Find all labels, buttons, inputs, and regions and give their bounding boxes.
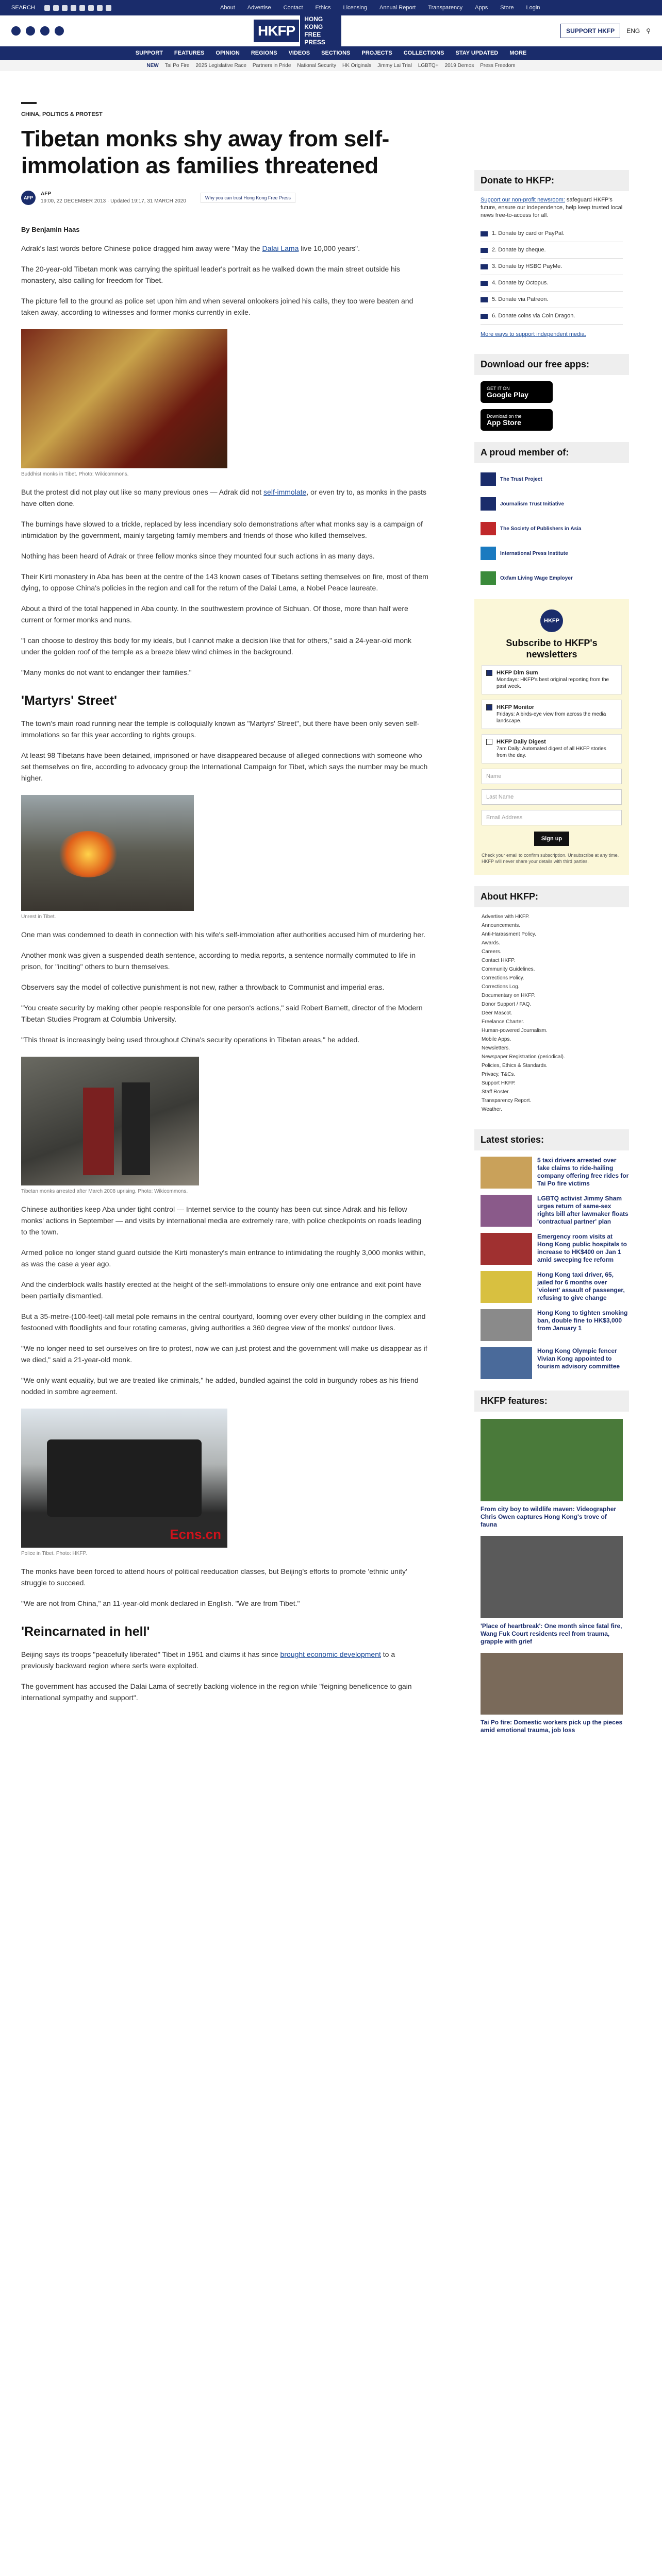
latest-story[interactable]: Hong Kong taxi driver, 65, jailed for 6 months over 'violent' assault of passenger, refusing to give change xyxy=(474,1271,629,1303)
checkbox[interactable] xyxy=(486,739,492,745)
paragraph: "We only want equality, but we are treated like criminals," he added, bundled against the cold in burgundy robes as his friend nodded in sombre agreement. xyxy=(21,1376,419,1396)
email-field[interactable]: Email Address xyxy=(482,810,622,825)
about-link[interactable]: Policies, Ethics & Standards. xyxy=(482,1063,548,1069)
nav-item[interactable]: FEATURES xyxy=(174,50,205,56)
subnav-item[interactable]: Partners in Pride xyxy=(252,62,291,69)
about-link[interactable]: Staff Roster. xyxy=(482,1089,510,1095)
about-link[interactable]: Awards. xyxy=(482,940,500,946)
paragraph: Another monk was given a suspended death sentence, according to media reports, a sentence normally commuted to life in prison, for "inciting" others to burn themselves. xyxy=(21,951,416,971)
oxfam-icon xyxy=(481,571,496,585)
byline xyxy=(21,191,428,205)
site-header xyxy=(0,15,662,46)
sub-nav xyxy=(0,60,662,71)
top-link[interactable]: Apps xyxy=(475,5,488,11)
paragraph: About a third of the total happened in Aba county. In the southwestern province of Sichuan. Of those, more than half were current or former monks and nuns. xyxy=(21,604,408,624)
nav-item[interactable]: PROJECTS xyxy=(361,50,392,56)
facebook-icon[interactable] xyxy=(11,26,21,36)
about-heading: About HKFP: xyxy=(474,886,629,907)
search-icon[interactable]: ⚲ xyxy=(646,27,651,35)
coin-icon xyxy=(481,314,488,319)
social-links xyxy=(44,5,111,11)
ipi-icon xyxy=(481,547,496,560)
article-image-police xyxy=(21,1409,227,1548)
signup-button[interactable]: Sign up xyxy=(534,832,569,846)
about-link[interactable]: Advertise with HKFP. xyxy=(482,914,530,920)
story-thumbnail xyxy=(481,1347,532,1379)
police-figure xyxy=(122,1082,150,1175)
language-switch[interactable]: ENG xyxy=(626,27,640,35)
jti-icon xyxy=(481,497,496,511)
nav-item[interactable]: STAY UPDATED xyxy=(455,50,499,56)
member-logo[interactable]: Oxfam Living Wage Employer xyxy=(481,569,623,587)
monk-figure xyxy=(83,1088,114,1175)
top-link[interactable]: Store xyxy=(500,5,514,11)
about-link[interactable]: Deer Mascot. xyxy=(482,1010,512,1016)
top-link[interactable]: Licensing xyxy=(343,5,367,11)
top-link[interactable]: About xyxy=(220,5,235,11)
patreon-icon xyxy=(481,297,488,302)
octopus-icon xyxy=(481,281,488,286)
paragraph: "We are not from China," an 11-year-old monk declared in English. "We are from Tibet." xyxy=(21,1599,300,1607)
paragraph: At least 98 Tibetans have been detained, imprisoned or have disappeared because of alleged connections with someone who set themselves on fire, according to advocacy group the International Campaign for Tibet, which says the number may be much higher. xyxy=(21,751,428,782)
nav-item[interactable]: COLLECTIONS xyxy=(403,50,444,56)
sidebar xyxy=(474,170,629,1734)
about-link[interactable]: Transparency Report. xyxy=(482,1098,532,1104)
youtube-icon[interactable] xyxy=(88,5,94,11)
paragraph: "This threat is increasingly being used throughout China's security operations in Tibetan areas," he added. xyxy=(21,1036,360,1044)
member-logo[interactable]: Journalism Trust Initiative xyxy=(481,495,623,513)
about-link[interactable]: Careers. xyxy=(482,949,502,955)
paragraph: Beijing says its troops "peacefully liberated" Tibet in 1951 and claims it has since brought economic development to a previously backward region where serfs were exploited. xyxy=(21,1650,395,1670)
self-immolate-link[interactable]: self-immolate xyxy=(263,488,307,496)
nav-item[interactable]: OPINION xyxy=(216,50,240,56)
newsletter-logo: HKFP xyxy=(540,609,563,632)
newsletter-option[interactable]: HKFP Daily Digest 7am Daily: Automated digest of all HKFP stories from the day. xyxy=(482,734,622,764)
header-icons xyxy=(11,26,166,36)
donate-heading: Donate to HKFP: xyxy=(474,170,629,191)
support-button[interactable]: SUPPORT HKFP xyxy=(560,24,620,38)
feature-story[interactable]: Tai Po fire: Domestic workers pick up the pieces amid emotional trauma, job loss xyxy=(481,1653,623,1734)
feature-story[interactable]: 'Place of heartbreak': One month since fatal fire, Wang Fuk Court residents reel from trauma, grapple with grief xyxy=(481,1536,623,1646)
site-logo[interactable] xyxy=(254,12,341,49)
about-link[interactable]: Announcements. xyxy=(482,923,521,928)
article-kicker[interactable]: CHINA, POLITICS & PROTEST xyxy=(21,111,103,117)
story-thumbnail xyxy=(481,1233,532,1265)
latest-story[interactable]: Hong Kong to tighten smoking ban, double fine to HK$3,000 from January 1 xyxy=(474,1309,629,1341)
nav-item[interactable]: REGIONS xyxy=(251,50,277,56)
logo-text: HONG KONG FREE PRESS xyxy=(300,12,341,49)
checkbox[interactable] xyxy=(486,704,492,710)
latest-story[interactable]: 5 taxi drivers arrested over fake claims to ride-hailing company offering free rides for Tai Po fire victims xyxy=(474,1157,629,1189)
image-caption: Unrest in Tibet. xyxy=(21,914,56,920)
member-logo[interactable]: International Press Institute xyxy=(481,545,623,562)
subnav-item[interactable]: Jimmy Lai Trial xyxy=(377,62,412,69)
donate-option[interactable]: 6. Donate coins via Coin Dragon. xyxy=(481,308,623,325)
about-link[interactable]: Community Guidelines. xyxy=(482,967,535,972)
linkedin-icon[interactable] xyxy=(106,5,111,11)
avatar: AFP xyxy=(21,191,36,205)
about-link[interactable]: Newspaper Registration (periodical). xyxy=(482,1054,565,1060)
paragraph: Chinese authorities keep Aba under tight control — Internet service to the county has been cut since Adrak and his fellow monks' actions in September — and visits by international media are extremely rare, with police checkpoints on roads leading to the town. xyxy=(21,1205,422,1236)
instagram-icon[interactable] xyxy=(62,5,68,11)
donate-box: Support our non-profit newsroom: safeguard HKFP's future, ensure our independence, help keep trusted local news free-to-access for all. 1. Donate by card or PayPal. 2. Donate by cheque. 3. Donate by HSBC PayMe. 4. Donate by Octopus. 5. Donate via Patreon. 6. Donate coins via Coin Dragon. More ways to support independent media. xyxy=(481,197,623,337)
about-link[interactable]: Donor Support / FAQ. xyxy=(482,1002,532,1007)
top-link[interactable]: Ethics xyxy=(315,5,331,11)
top-link[interactable]: Transparency xyxy=(428,5,463,11)
article-title: Tibetan monks shy away from self-immolation as families threatened xyxy=(21,126,389,178)
checkbox[interactable] xyxy=(486,670,492,676)
latest-story[interactable]: Emergency room visits at Hong Kong public hospitals to increase to HK$400 on Jan 1 amid sweeping fee reform xyxy=(474,1233,629,1265)
watermark: Ecns.cn xyxy=(170,1527,221,1542)
subnav-item[interactable]: 2019 Demos xyxy=(444,62,474,69)
top-link[interactable]: Login xyxy=(526,5,540,11)
newsletter-option[interactable]: HKFP Monitor Fridays: A birds-eye view from across the media landscape. xyxy=(482,700,622,729)
story-thumbnail xyxy=(481,1271,532,1303)
paragraph: Observers say the model of collective punishment is not new, rather a throwback to Communist and imperial eras. xyxy=(21,983,385,991)
subnav-item[interactable]: National Security xyxy=(297,62,336,69)
article-image-arrest xyxy=(21,1057,199,1185)
nav-item[interactable]: VIDEOS xyxy=(288,50,310,56)
member-logo[interactable]: The Society of Publishers in Asia xyxy=(481,520,623,537)
paragraph: "I can choose to destroy this body for my ideals, but I cannot make a decision like that for others," said a 24-year-old monk under the golden roof of the temple as a breeze blew wind chimes in the background. xyxy=(21,636,411,656)
about-link[interactable]: Mobile Apps. xyxy=(482,1037,511,1042)
paragraph: "You create security by making other people responsible for one person's actions," said Robert Barnett, director of the Modern Tibetan Studies Program at Columbia University. xyxy=(21,1004,423,1023)
newsletter-option[interactable]: HKFP Dim Sum Mondays: HKFP's best original reporting from the past week. xyxy=(482,665,622,694)
paragraph: Nothing has been heard of Adrak or three fellow monks since they mounted four such actions in as many days. xyxy=(21,552,375,560)
latest-story[interactable]: LGBTQ activist Jimmy Sham urges return of same-sex rights bill after lawmaker floats 'contractual partner' plan xyxy=(474,1195,629,1227)
top-link[interactable]: Advertise xyxy=(247,5,271,11)
dalai-lama-link[interactable]: Dalai Lama xyxy=(262,244,299,252)
about-link[interactable]: Corrections Policy. xyxy=(482,975,524,981)
top-link[interactable]: Contact xyxy=(283,5,303,11)
twitter-icon[interactable] xyxy=(26,26,35,36)
about-link[interactable]: Anti-Harassment Policy. xyxy=(482,931,536,937)
cheque-icon xyxy=(481,248,488,253)
donate-option[interactable]: 1. Donate by card or PayPal. xyxy=(481,226,623,242)
divider xyxy=(21,102,37,104)
section-heading: 'Martyrs' Street' xyxy=(21,693,117,708)
sopa-icon xyxy=(481,522,496,535)
paragraph: And the cinderblock walls hastily erected at the height of the self-immolations to ensure only one entrance and exit point have been partially dismantled. xyxy=(21,1280,421,1300)
paragraph: The town's main road running near the temple is colloquially known as "Martyrs' Street", but there have been only seven self-immolations so far this year according to rights groups. xyxy=(21,719,420,739)
payme-icon xyxy=(481,264,488,269)
trust-project-icon xyxy=(481,472,496,486)
feature-image xyxy=(481,1419,623,1501)
nav-item[interactable]: SUPPORT xyxy=(135,50,163,56)
about-link[interactable]: Support HKFP. xyxy=(482,1080,516,1086)
new-label: NEW xyxy=(146,62,159,69)
armored-vehicle xyxy=(47,1439,202,1517)
image-caption: Tibetan monks arrested after March 2008 uprising. Photo: Wikicommons. xyxy=(21,1189,188,1194)
facebook-icon[interactable] xyxy=(44,5,50,11)
nav-item[interactable]: SECTIONS xyxy=(321,50,351,56)
paragraph: The picture fell to the ground as police set upon him and when several onlookers joined his calls, they too were beaten and taken away, according to witnesses and former monks currently in exile. xyxy=(21,297,413,316)
article-image-monks xyxy=(21,329,227,468)
apps-heading: Download our free apps: xyxy=(474,354,629,375)
about-links xyxy=(474,907,629,1119)
donate-support-link[interactable]: Support our non-profit newsroom: xyxy=(481,197,565,203)
image-caption: Buddhist monks in Tibet. Photo: Wikicommons. xyxy=(21,471,129,477)
paragraph: But the protest did not play out like so many previous ones — Adrak did not self-immolate, or even try to, as monks in the pasts have often done. xyxy=(21,488,426,507)
last-name-field[interactable]: Last Name xyxy=(482,789,622,805)
section-heading: 'Reincarnated in hell' xyxy=(21,1624,150,1639)
paragraph: One man was condemned to death in connection with his wife's self-immolation after authorities accused him of murdering her. xyxy=(21,930,425,939)
image-caption: Police in Tibet. Photo: HKFP. xyxy=(21,1551,87,1556)
paragraph: Armed police no longer stand guard outside the Kirti monastery's main entrance to intimidating the roughly 3,000 monks within, as was the case a year ago. xyxy=(21,1248,426,1268)
top-links xyxy=(214,5,662,11)
newsletter-title: Subscribe to HKFP's newsletters xyxy=(506,638,598,659)
youtube-icon[interactable] xyxy=(55,26,64,36)
about-link[interactable]: Corrections Log. xyxy=(482,984,520,990)
subnav-item[interactable]: HK Originals xyxy=(342,62,372,69)
about-link[interactable]: Freelance Charter. xyxy=(482,1019,524,1025)
donate-option[interactable]: 4. Donate by Octopus. xyxy=(481,275,623,292)
about-link[interactable]: Weather. xyxy=(482,1107,502,1112)
paragraph: The government has accused the Dalai Lama of secretly backing violence in the region while "feigning beneficence to gain international sympathy and support". xyxy=(21,1682,412,1702)
paragraph: The 20-year-old Tibetan monk was carrying the spiritual leader's portrait as he walked down the main street outside his monastery, also calling for freedom for Tibet. xyxy=(21,265,400,284)
byline-source[interactable]: AFP xyxy=(41,191,51,197)
instagram-icon[interactable] xyxy=(40,26,49,36)
donate-option[interactable]: 2. Donate by cheque. xyxy=(481,242,623,259)
story-thumbnail xyxy=(481,1309,532,1341)
subnav-item[interactable]: 2025 Legislative Race xyxy=(195,62,246,69)
article xyxy=(21,88,428,1703)
fire-shape xyxy=(57,831,119,877)
byline-date: 19:00, 22 DECEMBER 2013 · Updated 19:17, 31 MARCH 2020 xyxy=(41,198,186,204)
donate-option[interactable]: 3. Donate by HSBC PayMe. xyxy=(481,259,623,275)
paragraph: But a 35-metre-(100-feet)-tall metal pole remains in the central courtyard, looming over every other building in the complex and festooned with floodlights and four rotating cameras, giving authorities a 360 degree view of the monks' outdoor lives. xyxy=(21,1312,426,1332)
donate-option[interactable]: 5. Donate via Patreon. xyxy=(481,292,623,308)
newsletter-box xyxy=(474,599,629,875)
top-link[interactable]: Annual Report xyxy=(379,5,416,11)
paragraph: "We no longer need to set ourselves on fire to protest, now we can just protest and the government will make us disappear as if we died," said a 21-year-old monk. xyxy=(21,1344,427,1364)
threads-icon[interactable] xyxy=(71,5,76,11)
paragraph: "Many monks do not want to endanger their families." xyxy=(21,668,192,676)
logo-mark: HKFP xyxy=(254,20,299,42)
card-icon xyxy=(481,231,488,236)
about-link[interactable]: Human-powered Journalism. xyxy=(482,1028,548,1033)
paragraph: Their Kirti monastery in Aba has been at the centre of the 143 known cases of Tibetans setting themselves on fire, most of them dying, to oppose China's policies in the region and call for the return of the Dalai Lama, a Nobel Peace laureate. xyxy=(21,572,428,592)
about-link[interactable]: Contact HKFP. xyxy=(482,958,516,963)
feature-image xyxy=(481,1536,623,1618)
feature-image xyxy=(481,1653,623,1715)
paragraph: The burnings have slowed to a trickle, replaced by less incendiary solo demonstrations after what monks say is a campaign of intimidation by the government, mainly targeting family members and friends of those who killed themselves. xyxy=(21,520,423,539)
about-link[interactable]: Newsletters. xyxy=(482,1045,510,1051)
features-heading: HKFP features: xyxy=(474,1391,629,1412)
nav-item[interactable]: MORE xyxy=(509,50,527,56)
paragraph: Adrak's last words before Chinese police dragged him away were "May the Dalai Lama live 10,000 years". xyxy=(21,244,360,252)
name-field[interactable]: Name xyxy=(482,769,622,784)
search-link[interactable]: SEARCH xyxy=(11,5,35,11)
story-thumbnail xyxy=(481,1157,532,1189)
article-image-unrest xyxy=(21,795,194,911)
about-link[interactable]: Documentary on HKFP. xyxy=(482,993,536,998)
trust-link[interactable]: Why you can trust Hong Kong Free Press xyxy=(201,193,295,203)
about-link[interactable]: Privacy, T&Cs. xyxy=(482,1072,516,1077)
economic-development-link[interactable]: brought economic development xyxy=(280,1650,381,1658)
subnav-item[interactable]: Press Freedom xyxy=(480,62,516,69)
latest-heading: Latest stories: xyxy=(474,1129,629,1150)
app-store-button[interactable]: Download on the App Store xyxy=(481,409,553,431)
story-thumbnail xyxy=(481,1195,532,1227)
member-heading: A proud member of: xyxy=(474,442,629,463)
subnav-item[interactable]: Tai Po Fire xyxy=(164,62,190,69)
article-author: By Benjamin Haas xyxy=(21,226,80,233)
subnav-item[interactable]: LGBTQ+ xyxy=(418,62,439,69)
latest-story[interactable]: Hong Kong Olympic fencer Vivian Kong appointed to tourism advisory committee xyxy=(474,1347,629,1379)
twitter-icon[interactable] xyxy=(53,5,59,11)
member-logo[interactable]: The Trust Project xyxy=(481,470,623,488)
google-play-button[interactable]: GET IT ON Google Play xyxy=(481,381,553,403)
feature-story[interactable]: From city boy to wildlife maven: Videographer Chris Owen captures Hong Kong's trove of fauna xyxy=(481,1419,623,1529)
email-icon[interactable] xyxy=(97,5,103,11)
more-ways-link[interactable]: More ways to support independent media. xyxy=(481,331,586,337)
telegram-icon[interactable] xyxy=(79,5,85,11)
paragraph: The monks have been forced to attend hours of political reeducation classes, but Beijing's efforts to promote 'ethnic unity' struggle to succeed. xyxy=(21,1567,407,1587)
newsletter-fine-print: Check your email to confirm subscription. Unsubscribe at any time. HKFP will never share your details with third parties. xyxy=(482,853,619,864)
